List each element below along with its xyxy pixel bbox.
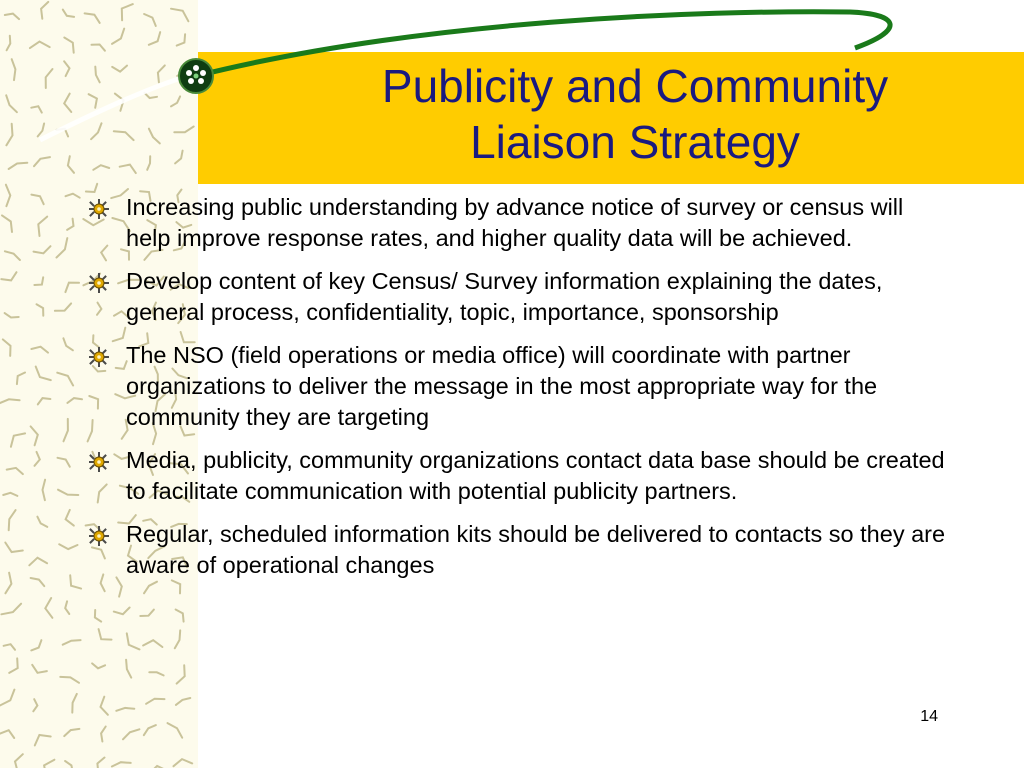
list-item bbox=[88, 519, 948, 581]
list-item bbox=[88, 192, 948, 254]
gear-bullet-icon bbox=[88, 524, 110, 546]
bullet-text: Regular, scheduled information kits should be delivered to contacts so they are aware of operational changes bbox=[126, 521, 946, 578]
list-item bbox=[88, 445, 948, 507]
bullet-text: Increasing public understanding by advance notice of survey or census will help improve response rates, and higher quality data will be achieved. bbox=[126, 194, 904, 251]
orb-icon bbox=[179, 59, 213, 93]
page-number: 14 bbox=[920, 708, 938, 725]
list-item bbox=[88, 340, 948, 433]
bullet-text: Develop content of key Census/ Survey information explaining the dates, general process, confidentiality, topic, importance, sponsorship bbox=[126, 268, 883, 325]
gear-bullet-icon bbox=[88, 345, 110, 367]
gear-bullet-icon bbox=[88, 271, 110, 293]
gear-bullet-icon bbox=[88, 197, 110, 219]
bullet-list bbox=[88, 192, 948, 593]
list-item bbox=[88, 266, 948, 328]
gear-bullet-icon bbox=[88, 450, 110, 472]
slide-title: Publicity and Community Liaison Strategy bbox=[381, 60, 889, 168]
bullet-text: The NSO (field operations or media office) will coordinate with partner organizations to deliver the message in the most appropriate way for the community they are targeting bbox=[126, 342, 878, 430]
bullet-text: Media, publicity, community organizations contact data base should be created to facilitate communication with potential publicity partners. bbox=[126, 447, 945, 504]
swoosh-white-line bbox=[40, 74, 196, 140]
